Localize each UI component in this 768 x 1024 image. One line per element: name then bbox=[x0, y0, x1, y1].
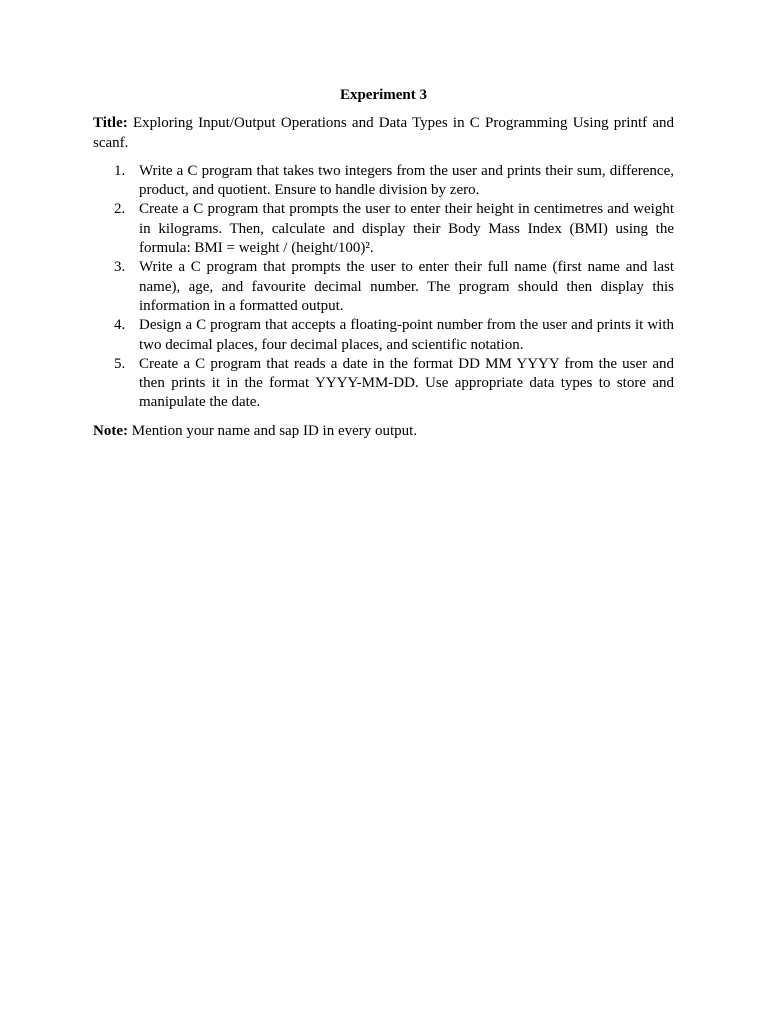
task-text: Write a C program that prompts the user to enter their full name (first name and last name), age, and favourite decimal number. The program should then display this information in a formatted output. bbox=[139, 259, 674, 314]
task-number: 5. bbox=[114, 355, 126, 372]
title-label: Title: bbox=[93, 115, 128, 132]
task-text: Design a C program that accepts a floating-point number from the user and prints it with two decimal places, four decimal places, and scientific notation. bbox=[139, 317, 674, 353]
title-text: Exploring Input/Output Operations and Data Types in C Programming Using printf and scanf. bbox=[93, 115, 674, 151]
task-item-1 bbox=[114, 162, 674, 201]
task-item-3 bbox=[114, 258, 674, 316]
task-item-2 bbox=[114, 200, 674, 258]
task-number: 4. bbox=[114, 317, 126, 334]
task-list bbox=[93, 162, 674, 413]
task-text: Write a C program that takes two integers from the user and prints their sum, difference, product, and quotient. Ensure to handle division by zero. bbox=[139, 162, 674, 199]
experiment-heading: Experiment 3 bbox=[339, 87, 428, 103]
task-number: 1. bbox=[114, 162, 126, 179]
task-number: 2. bbox=[114, 201, 126, 218]
note-paragraph bbox=[93, 422, 674, 441]
document-page bbox=[93, 86, 674, 450]
note-text: Mention your name and sap ID in every output. bbox=[127, 422, 418, 439]
task-number: 3. bbox=[114, 259, 126, 276]
task-text: Create a C program that reads a date in the format DD MM YYYY from the user and then prints it in the format YYYY-MM-DD. Use appropriate data types to store and manipulate the date. bbox=[139, 355, 674, 411]
task-text: Create a C program that prompts the user to enter their height in centimetres and weight in kilograms. Then, calculate and display their Body Mass Index (BMI) using the formula: BMI = weight / (height/100)². bbox=[139, 201, 674, 257]
title-paragraph bbox=[93, 114, 674, 153]
task-item-4 bbox=[114, 316, 674, 355]
task-item-5 bbox=[114, 355, 674, 413]
note-label: Note: bbox=[93, 422, 128, 439]
